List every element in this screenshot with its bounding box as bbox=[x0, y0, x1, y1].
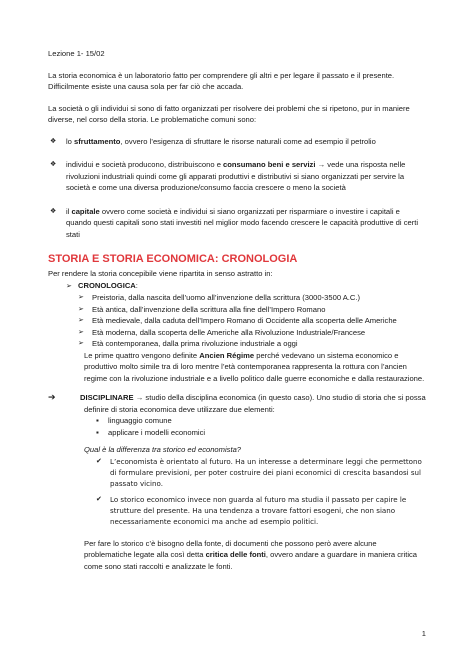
list-item: ▪ applicare i modelli economici bbox=[96, 427, 426, 439]
arrow-bullet-icon: ➢ bbox=[66, 282, 72, 290]
answers-list bbox=[96, 456, 426, 527]
section-heading: STORIA E STORIA ECONOMICA: CRONOLOGIA bbox=[48, 253, 298, 265]
list-item: ➢ Età medievale, dalla caduta dell’Impero Romano di Occidente alla scoperta delle Americhe bbox=[78, 315, 426, 327]
list-item: ➢ Età antica, dall’invenzione della scrittura alla fine dell’Impero Romano bbox=[78, 304, 426, 316]
chronology-intro: Per rendere la storia concepibile viene ripartita in senso astratto in: bbox=[48, 269, 273, 278]
list-item: ✔ L’economista è orientato al futuro. Ha un interesse a determinare leggi che permettono di formulare previsioni, per poter costruire dei piani economici di crescita basandosi sul passato vicino. bbox=[96, 456, 426, 489]
list-item: ✔ Lo storico economico invece non guarda al futuro ma studia il passato per capire le strutture del presente. Ha una tendenza a trovare fattori esogeni, che non siano necessariamente economici ma anche ad esempio politici. bbox=[96, 494, 426, 527]
problems-list bbox=[48, 136, 426, 241]
intro-paragraph-2: La società o gli individui si sono di fatto organizzati per risolvere dei problemi che si ripetono, pur in maniere diverse, nel corso della storia. Le problematiche comuni sono: bbox=[48, 103, 410, 124]
intro-paragraph-1: La storia economica è un laboratorio fatto per comprendere gli altri e per legare il passato e il presente. Difficilmente esiste una causa sola per far ciò che accada. bbox=[48, 70, 395, 91]
disciplinare-paragraph: ➔ DISCIPLINARE → studio della disciplina economica (in questo caso). Uno studio di storia che si possa definire di storia economica deve utilizzare due elementi: bbox=[48, 392, 426, 414]
arrow-right-icon: ➔ bbox=[48, 392, 56, 402]
question-text: Qual è la differenza tra storico ed economista? bbox=[84, 445, 242, 454]
final-paragraph: Per fare lo storico c’è bisogno della fonte, di documenti che possono però avere alcune problematiche legate alla così detta critica delle fonti, ovvero andare a guardare in maniera critica come sono stati raccolti e analizzate le fonti. bbox=[84, 538, 418, 571]
list-item: ➢ Età moderna, dalla scoperta delle Americhe alla Rivoluzione Industriale/Francese bbox=[78, 327, 426, 339]
page-number: 1 bbox=[421, 629, 426, 638]
list-item: ➢ Età contemporanea, dalla prima rivoluzione industriale a oggi bbox=[78, 338, 426, 350]
elements-list bbox=[96, 415, 426, 438]
list-item: ❖ lo sfruttamento, ovvero l’esigenza di sfruttare le risorse naturali come ad esempio il petrolio bbox=[48, 136, 426, 148]
eras-list bbox=[78, 292, 426, 350]
list-item: ▪ linguaggio comune bbox=[96, 415, 426, 427]
list-item: ➢ Preistoria, dalla nascita dell’uomo all’invenzione della scrittura (3000-3500 A.C.) bbox=[78, 292, 426, 304]
list-item: ❖ il capitale ovvero come società e individui si siano organizzati per risparmiare o investire i capitali e quando questi capitali sono stati investiti nel miglior modo facendo crescere le capacità produttive di certi stati bbox=[48, 206, 426, 241]
ancien-regime-paragraph: Le prime quattro vengono definite Ancien Régime perché vedevano un sistema economico e produttivo molto simile tra di loro mentre l’età contemporanea rappresenta la rottura con l’ancien regime con la rivoluzione industriale e a livello politico dalle guerre economiche e dalla restaurazione. bbox=[84, 350, 425, 383]
list-item: ❖ individui e società producono, distribuiscono e consumano beni e servizi → vede una risposta nelle rivoluzioni industriali quindi come gli apparati produttivi e distributivi si siano organizzati per servire la società e come una diversa produzione/consumo faccia crescere o meno la società bbox=[48, 159, 426, 194]
lesson-title: Lezione 1- 15/02 bbox=[48, 49, 105, 58]
chronology-heading: ➢ CRONOLOGICA: bbox=[66, 280, 426, 293]
